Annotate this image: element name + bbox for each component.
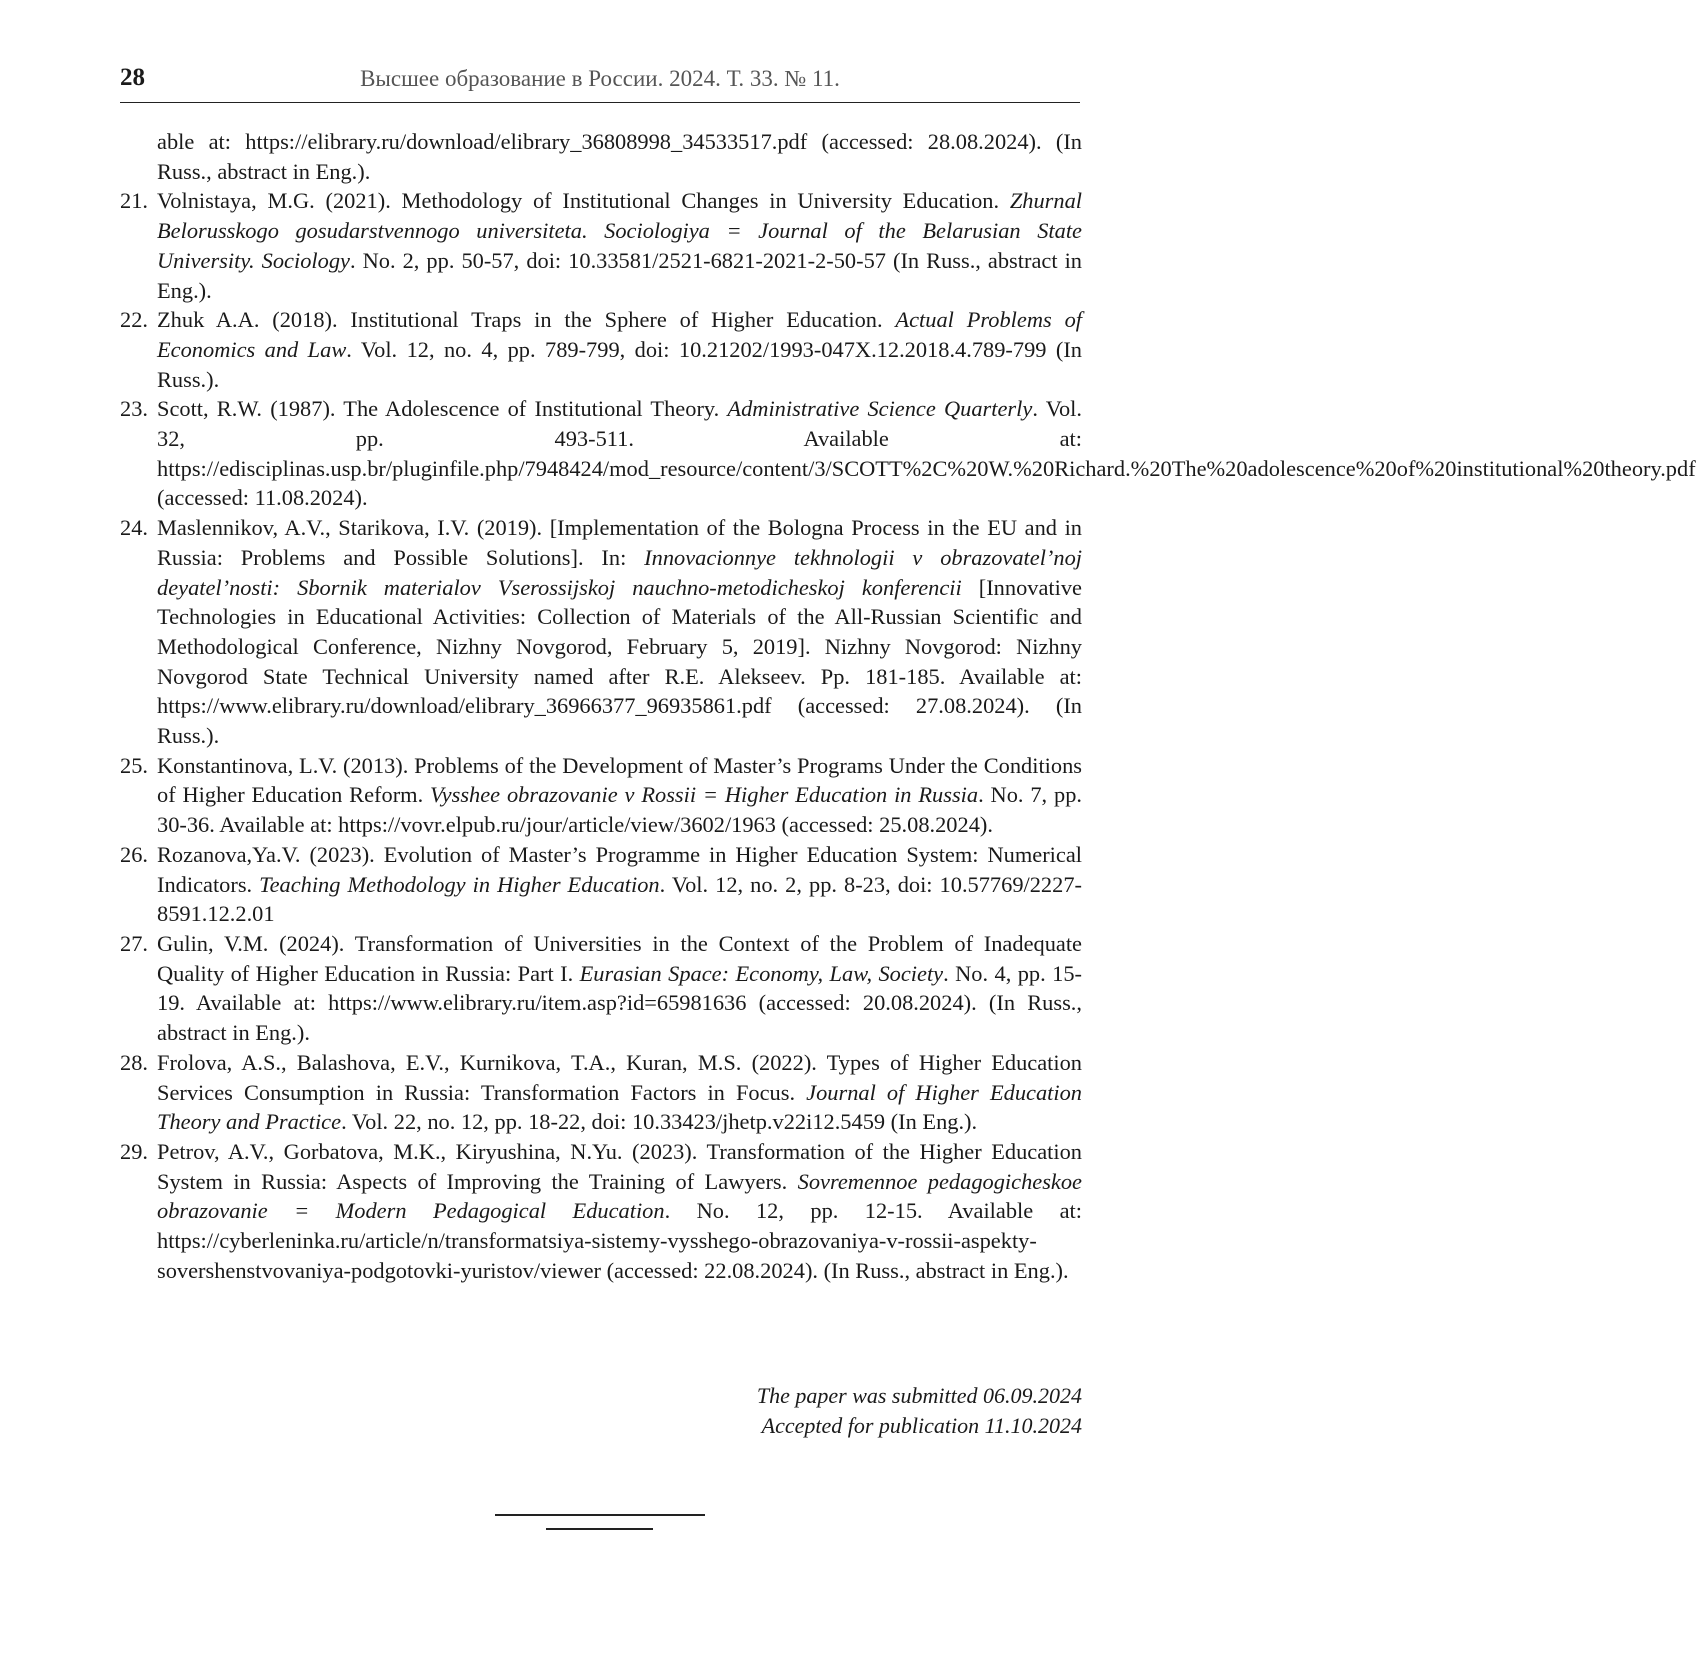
reference-source: Zhurnal Belorusskogo gosudarstvennogo universiteta. Sociologiya = Journal of the Belarusian State University. Sociology: [157, 188, 1082, 273]
end-rule-short: [546, 1528, 653, 1530]
reference-source: Innovacionnye tekhnologii v obrazovatel’noj deyatel’nosti: Sbornik materialov Vserossijskoj nauchno-metodicheskoj konferencii: [157, 544, 1082, 600]
reference-item: [120, 840, 1082, 929]
page-number: 28: [120, 64, 145, 91]
end-rule-long: [495, 1514, 705, 1516]
reference-item: [120, 1048, 1082, 1137]
running-header: [120, 62, 1080, 103]
reference-details: . No. 2, pp. 50-57, doi: 10.33581/2521-6821-2021-2-50-57 (In Russ., abstract in Eng.).: [157, 247, 1082, 303]
reference-source: Eurasian Space: Economy, Law, Society: [579, 960, 944, 986]
reference-text: Frolova, A.S., Balashova, E.V., Kurnikova, T.A., Kuran, M.S. (2022). Types of Higher Education Services Consumption in Russia: Transformation Factors in Focus.: [157, 1049, 1082, 1105]
reference-source: Journal of Higher Education Theory and Practice: [157, 1079, 1082, 1135]
reference-details: . No. 12, pp. 12-15. Available at: https://cyberleninka.ru/article/n/transformatsiya-sistemy-vysshego-obrazovaniya-v-rossii-aspekty-sovershenstvovaniya-podgotovki-yuristov/viewer (accessed: 22.08.2024). (In Russ., abstract in Eng.).: [157, 1198, 1082, 1283]
reference-details: . Vol. 12, no. 4, pp. 789-799, doi: 10.21202/1993-047X.12.2018.4.789-799 (In Russ.).: [157, 336, 1082, 392]
reference-text: Scott, R.W. (1987). The Adolescence of Institutional Theory.: [157, 396, 728, 422]
reference-number: 24.: [120, 515, 148, 541]
reference-text: Konstantinova, L.V. (2013). Problems of the Development of Master’s Programs Under the Conditions of Higher Education Reform.: [157, 752, 1082, 808]
accepted-date: Accepted for publication 11.10.2024: [761, 1413, 1082, 1438]
reference-text: Gulin, V.M. (2024). Transformation of Universities in the Context of the Problem of Inadequate Quality of Higher Education in Russia: Part I.: [157, 930, 1082, 986]
reference-item: [120, 751, 1082, 840]
reference-number: 21.: [120, 188, 148, 214]
reference-text: Zhuk A.A. (2018). Institutional Traps in the Sphere of Higher Education.: [157, 307, 896, 333]
reference-details: . No. 4, pp. 15-19. Available at: https://www.elibrary.ru/item.asp?id=65981636 (accessed: 20.08.2024). (In Russ., abstract in Eng.).: [157, 960, 1082, 1046]
reference-number: 26.: [120, 841, 148, 867]
reference-details: . Vol. 12, no. 2, pp. 8-23, doi: 10.57769/2227-8591.12.2.01: [157, 871, 1082, 927]
reference-number: 29.: [120, 1138, 148, 1164]
reference-details: . Vol. 22, no. 12, pp. 18-22, doi: 10.33423/jhetp.v22i12.5459 (In Eng.).: [341, 1109, 978, 1135]
reference-item: [120, 394, 1696, 513]
reference-item: [120, 186, 1082, 305]
submission-info: [757, 1381, 1082, 1441]
reference-text: Rozanova,Ya.V. (2023). Evolution of Master’s Programme in Higher Education System: Numerical Indicators.: [157, 841, 1082, 897]
reference-details: [Innovative Technologies in Educational Activities: Collection of Materials of the All-Russian Scientific and Methodological Conference, Nizhny Novgorod, February 5, 2019]. Nizhny Novgorod: Nizhny Novgorod State Technical University named after R.E. Alekseev. Pp. 181-185. Available at: https://www.elibrary.ru/download/elibrary_36966377_96935861.pdf (accessed: 27.08.2024). (In Russ.).: [157, 574, 1082, 749]
reference-number: 28.: [120, 1049, 148, 1075]
reference-item: [120, 513, 1082, 751]
reference-item: [120, 305, 1082, 394]
reference-text: Volnistaya, M.G. (2021). Methodology of Institutional Changes in University Education.: [157, 188, 1010, 214]
reference-item: [120, 929, 1082, 1048]
reference-source: Sovremennoe pedagogicheskoe obrazovanie = Modern Pedagogical Education: [157, 1168, 1082, 1224]
reference-continuation: able at: https://elibrary.ru/download/elibrary_36808998_34533517.pdf (accessed: 28.08.2024). (In Russ., abstract in Eng.).: [157, 129, 1082, 184]
reference-text: Maslennikov, A.V., Starikova, I.V. (2019). [Implementation of the Bologna Process in the EU and in Russia: Problems and Possible Solutions]. In:: [157, 515, 1082, 570]
reference-details: . No. 7, pp. 30-36. Available at: https://vovr.elpub.ru/jour/article/view/3602/1963 (accessed: 25.08.2024).: [157, 782, 1083, 838]
reference-number: 23.: [120, 396, 148, 422]
reference-number: 22.: [120, 307, 148, 333]
reference-source: Teaching Methodology in Higher Education: [259, 871, 660, 897]
reference-source: Administrative Science Quarterly: [727, 396, 1033, 422]
reference-number: 27.: [120, 930, 148, 956]
reference-details: . Vol. 32, pp. 493-511. Available at: https://edisciplinas.usp.br/pluginfile.php/7948424/mod_resource/content/3/SCOTT%2C%20W.%20Richard.%20The%20adolescence%20of%20institutional%20theory.pdf (accessed: 11.08.2024).: [157, 396, 1696, 511]
reference-source: Actual Problems of Economics and Law: [157, 307, 1082, 362]
reference-source: Vysshee obrazovanie v Rossii = Higher Education in Russia: [430, 782, 979, 808]
submitted-date: The paper was submitted 06.09.2024: [756, 1383, 1082, 1408]
reference-item: [120, 1137, 1082, 1286]
journal-title: Высшее образование в России. 2024. Т. 33. № 11.: [360, 66, 840, 91]
reference-list: [120, 127, 1696, 1285]
reference-number: 25.: [120, 752, 148, 778]
reference-text: Petrov, A.V., Gorbatova, M.K., Kiryushina, N.Yu. (2023). Transformation of the Higher Education System in Russia: Aspects of Improving the Training of Lawyers.: [157, 1138, 1082, 1194]
